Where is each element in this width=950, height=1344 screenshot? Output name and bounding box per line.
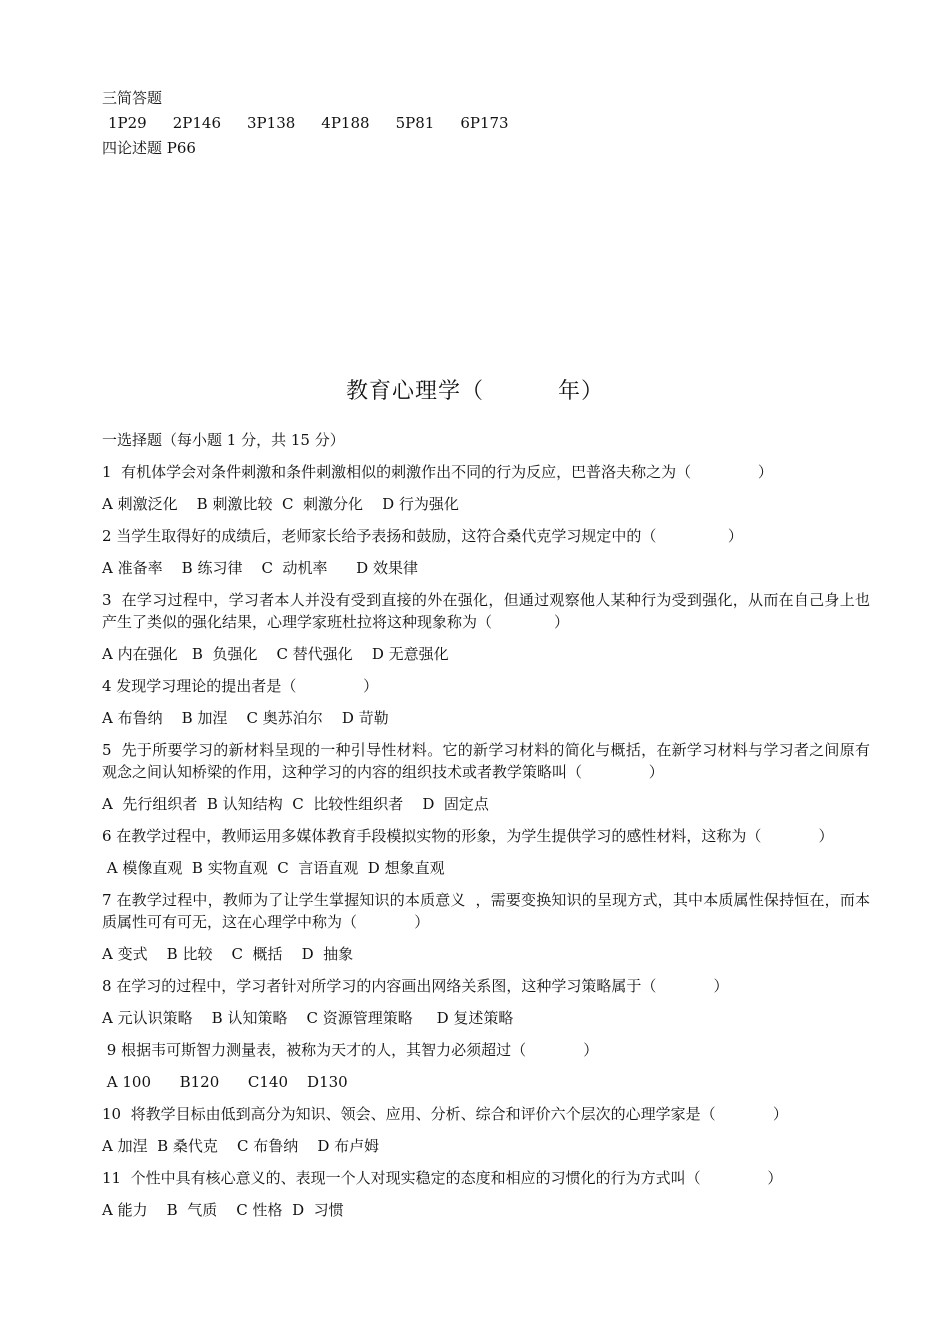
question-item xyxy=(102,1034,870,1098)
question-options: A 加涅 B 桑代克 C 布鲁纳 D 布卢姆 xyxy=(102,1137,380,1155)
question-item xyxy=(102,884,870,970)
question-item xyxy=(102,670,870,734)
question-item xyxy=(102,1098,870,1162)
question-text: 9 根据韦可斯智力测量表，被称为天才的人，其智力必须超过（ ） xyxy=(102,1041,599,1059)
exam-title-right: 年） xyxy=(558,379,605,404)
question-item xyxy=(102,1162,870,1226)
question-text: 3 在学习过程中，学习者本人并没有受到直接的外在强化，但通过观察他人某种行为受到强化，从而在自己身上也产生了类似的强化结果，心理学家班杜拉将这种现象称为（ ） xyxy=(102,591,870,631)
question-options: A 模像直观 B 实物直观 C 言语直观 D 想象直观 xyxy=(102,859,445,877)
page-reference: 4P188 xyxy=(321,114,370,132)
exam-title xyxy=(0,374,950,405)
question-item xyxy=(102,520,870,584)
question-options: A 能力 B 气质 C 性格 D 习惯 xyxy=(102,1201,344,1219)
section-heading-essay: 四论述题 P66 xyxy=(102,139,196,157)
question-options: A 布鲁纳 B 加涅 C 奥苏泊尔 D 苛勒 xyxy=(102,709,389,727)
question-options: A 先行组织者 B 认知结构 C 比较性组织者 D 固定点 xyxy=(102,795,489,813)
question-item xyxy=(102,584,870,670)
section-heading-multiple-choice: 一选择题（每小题 1 分，共 15 分） xyxy=(102,431,345,449)
question-text: 2 当学生取得好的成绩后，老师家长给予表扬和鼓励，这符合桑代克学习规定中的（ ） xyxy=(102,527,743,545)
exam-title-left: 教育心理学（ xyxy=(345,379,484,404)
question-item xyxy=(102,734,870,820)
page-reference: 2P146 xyxy=(172,114,222,132)
question-text: 6 在教学过程中，教师运用多媒体教育手段模拟实物的形象，为学生提供学习的感性材料，这称为（ ） xyxy=(102,827,834,845)
page-reference-list xyxy=(102,111,535,136)
question-options: A 刺激泛化 B 刺激比较 C 刺激分化 D 行为强化 xyxy=(102,495,459,513)
question-options: A 准备率 B 练习律 C 动机率 D 效果律 xyxy=(102,559,418,577)
question-text: 1 有机体学会对条件刺激和条件刺激相似的刺激作出不同的行为反应，巴普洛夫称之为（ ） xyxy=(102,463,773,481)
question-item xyxy=(102,820,870,884)
section-heading-short-answer: 三简答题 xyxy=(102,89,163,107)
page-reference: 3P138 xyxy=(247,114,296,132)
question-text: 7 在教学过程中，教师为了让学生掌握知识的本质意义 ，需要变换知识的呈现方式，其中本质属性保持恒在，而本质属性可有可无，这在心理学中称为（ ） xyxy=(102,891,870,931)
question-list xyxy=(102,424,870,1226)
question-options: A 100 B120 C140 D130 xyxy=(102,1073,348,1091)
question-text: 8 在学习的过程中，学习者针对所学习的内容画出网络关系图，这种学习策略属于（ ） xyxy=(102,977,729,995)
question-text: 11 个性中具有核心意义的、表现一个人对现实稳定的态度和相应的习惯化的行为方式叫（ ） xyxy=(102,1169,783,1187)
answer-reference-block xyxy=(102,86,535,161)
page-reference: 1P29 xyxy=(108,114,147,132)
question-item xyxy=(102,970,870,1034)
question-item xyxy=(102,456,870,520)
question-options: A 元认识策略 B 认知策略 C 资源管理策略 D 复述策略 xyxy=(102,1009,514,1027)
question-text: 4 发现学习理论的提出者是（ ） xyxy=(102,677,379,695)
question-text: 10 将教学目标由低到高分为知识、领会、应用、分析、综合和评价六个层次的心理学家是（ ） xyxy=(102,1105,788,1123)
question-options: A 内在强化 B 负强化 C 替代强化 D 无意强化 xyxy=(102,645,449,663)
question-text: 5 先于所要学习的新材料呈现的一种引导性材料。它的新学习材料的简化与概括，在新学习材料与学习者之间原有观念之间认知桥梁的作用，这种学习的内容的组织技术或者教学策略叫（ ） xyxy=(102,741,870,781)
question-options: A 变式 B 比较 C 概括 D 抽象 xyxy=(102,945,354,963)
page-reference: 6P173 xyxy=(460,114,509,132)
page-reference: 5P81 xyxy=(395,114,435,132)
